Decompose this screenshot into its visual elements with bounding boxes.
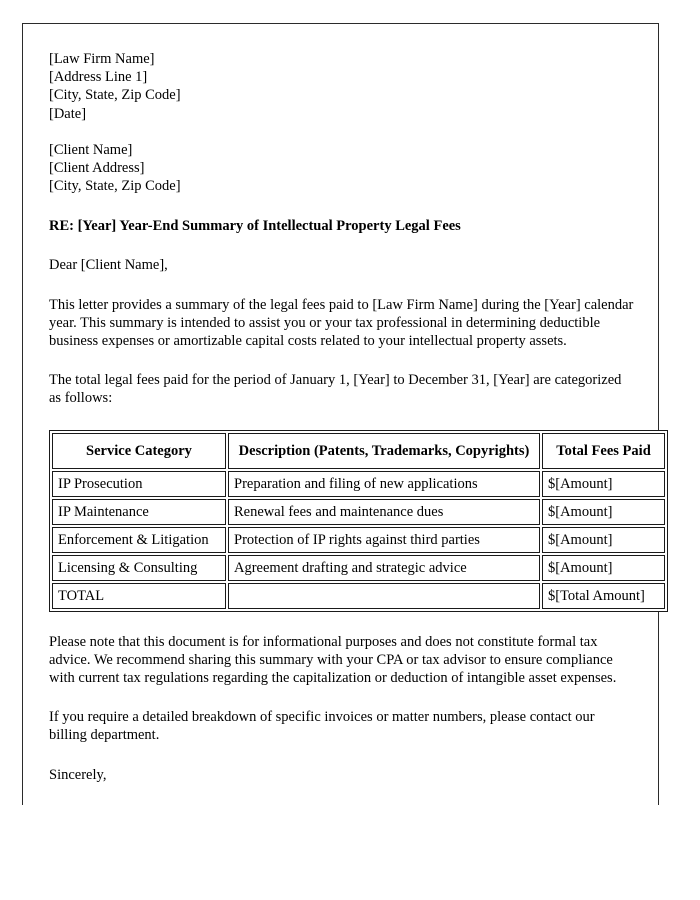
cell-description: Agreement drafting and strategic advice [228, 555, 540, 581]
table-row [52, 499, 665, 525]
table-row [52, 527, 665, 553]
recipient-client-address: [Client Address] [49, 160, 145, 177]
cell-fees: $[Amount] [542, 527, 665, 553]
header-description: Description (Patents, Trademarks, Copyrights) [228, 433, 540, 469]
document-page-frame [22, 23, 659, 805]
header-total-fees-paid: Total Fees Paid [542, 433, 665, 469]
salutation: Dear [Client Name], [49, 257, 168, 274]
header-service-category: Service Category [52, 433, 226, 469]
contact-paragraph: If you require a detailed breakdown of specific invoices or matter numbers, please contact our billing department. [49, 709, 595, 744]
letterhead [49, 50, 634, 195]
table-header-row [52, 433, 665, 469]
cell-service-category: IP Prosecution [52, 471, 226, 497]
fee-summary-table [49, 430, 668, 612]
intro-paragraph: This letter provides a summary of the legal fees paid to [Law Firm Name] during the [Year] calendar year. This summary is intended to assist you or your tax professional in determining deductible business expenses or amortizable capital costs related to your intellectual property assets. [49, 296, 634, 350]
table-total-row [52, 583, 665, 609]
cell-service-category: Licensing & Consulting [52, 555, 226, 581]
cell-fees: $[Amount] [542, 499, 665, 525]
sender-city-state-zip: [City, State, Zip Code] [49, 87, 181, 104]
cell-service-category: Enforcement & Litigation [52, 527, 226, 553]
sender-address-line-1: [Address Line 1] [49, 69, 148, 86]
cell-service-category: IP Maintenance [52, 499, 226, 525]
cell-total-label: TOTAL [52, 583, 226, 609]
letter-date: [Date] [49, 105, 87, 122]
cell-fees: $[Amount] [542, 555, 665, 581]
cell-description: Protection of IP rights against third parties [228, 527, 540, 553]
letterhead-spacer [49, 123, 634, 141]
fee-table-head [52, 433, 665, 469]
cell-description: Preparation and filing of new applications [228, 471, 540, 497]
document-body [49, 50, 651, 784]
table-row [52, 471, 665, 497]
table-row [52, 555, 665, 581]
recipient-city-state-zip: [City, State, Zip Code] [49, 178, 181, 195]
sender-firm-name: [Law Firm Name] [49, 51, 155, 67]
cell-total-description [228, 583, 540, 609]
signoff: Sincerely, [49, 766, 107, 783]
cell-fees: $[Amount] [542, 471, 665, 497]
cell-total-amount: $[Total Amount] [542, 583, 665, 609]
disclaimer-paragraph: Please note that this document is for informational purposes and does not constitute formal tax advice. We recommend sharing this summary with your CPA or tax advisor to ensure compliance with current tax regulations regarding the capitalization or deduction of intangible asset expenses. [49, 633, 617, 687]
recipient-client-name: [Client Name] [49, 141, 133, 158]
subject-line: RE: [Year] Year-End Summary of Intellectual Property Legal Fees [49, 218, 461, 235]
fee-table-body [52, 471, 665, 609]
cell-description: Renewal fees and maintenance dues [228, 499, 540, 525]
period-paragraph: The total legal fees paid for the period of January 1, [Year] to December 31, [Year] are categorized as follows: [49, 372, 622, 407]
